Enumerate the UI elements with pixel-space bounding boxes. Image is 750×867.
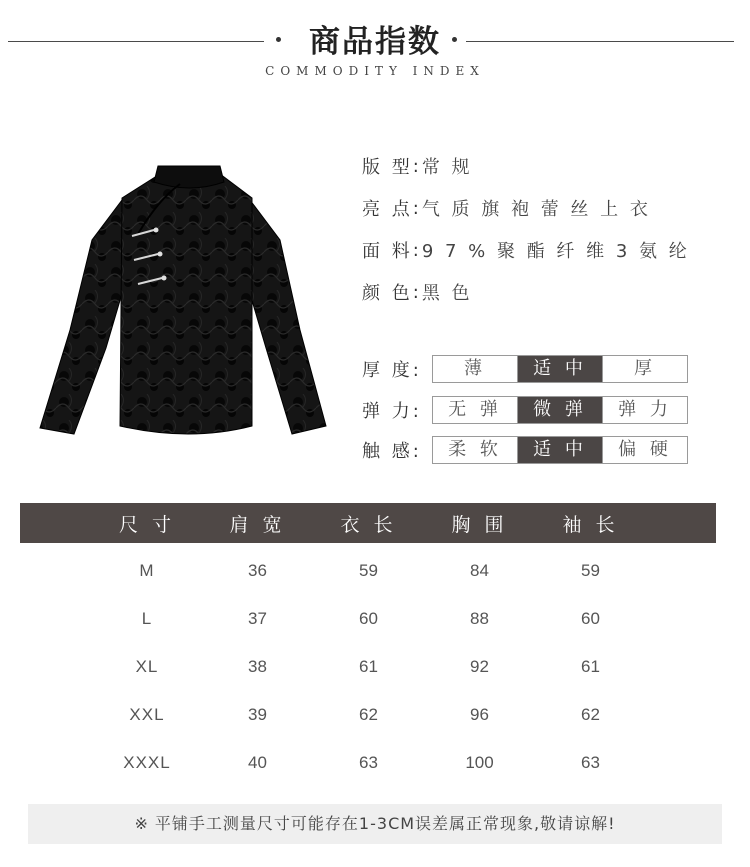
table-cell: 92 — [470, 657, 489, 676]
table-cell: 59 — [359, 561, 378, 580]
table-cell: L — [141, 609, 153, 628]
table-row — [20, 595, 716, 643]
rating-thickness — [362, 355, 692, 383]
table-row — [20, 739, 716, 787]
header-right-line — [466, 41, 734, 42]
attribute-row-color: 颜 色 : 黑 色 — [362, 271, 722, 313]
rating-option-thick: 厚 — [603, 356, 687, 382]
attribute-value: 常 规 — [421, 157, 473, 178]
table-row — [20, 643, 716, 691]
table-cell: 38 — [248, 657, 267, 676]
table-cell: 63 — [359, 753, 378, 772]
header-cell-length: 衣 长 — [340, 513, 397, 536]
table-cell: 61 — [359, 657, 378, 676]
rating-label: 弹 力: — [362, 401, 422, 422]
rating-option-medium-selected: 适 中 — [518, 356, 603, 382]
header-cell-bust: 胸 围 — [451, 513, 508, 536]
rating-option-no-stretch: 无 弹 — [433, 397, 518, 423]
table-cell: 96 — [470, 705, 489, 724]
table-cell: 60 — [359, 609, 378, 628]
page-subtitle: COMMODITY INDEX — [265, 64, 485, 78]
rating-label: 触 感: — [362, 441, 422, 462]
table-cell: 60 — [581, 609, 600, 628]
header-right-dot — [452, 37, 457, 42]
size-table-header — [20, 503, 716, 543]
attribute-row-highlight: 亮 点 : 气 质 旗 袍 蕾 丝 上 衣 — [362, 187, 722, 229]
product-image — [30, 160, 330, 450]
size-table — [20, 503, 716, 787]
attribute-row-fit: 版 型 : 常 规 — [362, 145, 722, 187]
attribute-value: 9 7 % 聚 酯 纤 维 3 氨 纶 — [421, 241, 690, 262]
header-cell-sleeve: 袖 长 — [562, 513, 619, 536]
attribute-key: 亮 点 — [362, 199, 413, 220]
measurement-note: ※ 平铺手工测量尺寸可能存在1-3CM误差属正常现象,敬请谅解! — [28, 804, 722, 844]
rating-option-thin: 薄 — [433, 356, 518, 382]
table-cell: XL — [135, 657, 159, 676]
table-cell: 36 — [248, 561, 267, 580]
table-cell: 61 — [581, 657, 600, 676]
table-cell: 40 — [248, 753, 267, 772]
rating-options — [432, 355, 688, 383]
table-row — [20, 691, 716, 739]
attribute-value: 黑 色 — [421, 283, 473, 304]
attribute-key: 版 型 — [362, 157, 413, 178]
rating-option-stretch: 弹 力 — [603, 397, 687, 423]
table-cell: 100 — [465, 753, 494, 772]
table-cell: 39 — [248, 705, 267, 724]
table-cell: 88 — [470, 609, 489, 628]
rating-elasticity — [362, 396, 692, 424]
attribute-row-fabric: 面 料 : 9 7 % 聚 酯 纤 维 3 氨 纶 — [362, 229, 722, 271]
rating-options — [432, 436, 688, 464]
rating-option-soft: 柔 软 — [433, 437, 518, 463]
rating-option-slight-stretch-selected: 微 弹 — [518, 397, 603, 423]
table-cell: 59 — [581, 561, 600, 580]
attribute-value: 气 质 旗 袍 蕾 丝 上 衣 — [421, 199, 651, 220]
page-title: 商品指数 — [309, 24, 441, 60]
rating-option-moderate-selected: 适 中 — [518, 437, 603, 463]
table-cell: XXXL — [123, 753, 171, 772]
attribute-list — [362, 145, 722, 313]
table-cell: 63 — [581, 753, 600, 772]
table-cell: 62 — [581, 705, 600, 724]
header-cell-size: 尺 寸 — [118, 513, 176, 536]
table-cell: 37 — [248, 609, 267, 628]
table-cell: M — [139, 561, 155, 580]
table-cell: 84 — [470, 561, 489, 580]
table-cell: 62 — [359, 705, 378, 724]
rating-touch — [362, 436, 692, 464]
rating-options — [432, 396, 688, 424]
header-cell-shoulder: 肩 宽 — [229, 513, 286, 536]
attribute-key: 面 料 — [362, 241, 413, 262]
rating-option-firm: 偏 硬 — [603, 437, 687, 463]
attribute-key: 颜 色 — [362, 283, 413, 304]
rating-label: 厚 度: — [362, 360, 422, 381]
table-row — [20, 547, 716, 595]
table-cell: XXL — [129, 705, 165, 724]
